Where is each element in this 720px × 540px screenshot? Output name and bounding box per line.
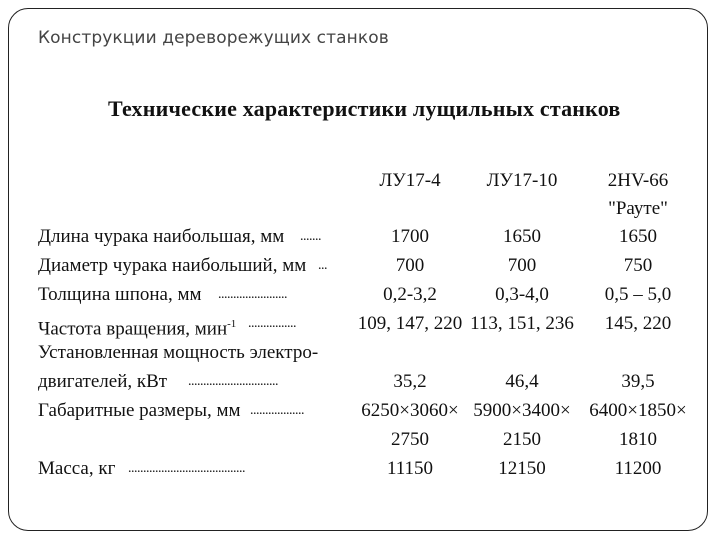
slide-header-title: Конструкции дереворежущих станков <box>38 28 389 48</box>
cell-value: 1700 <box>391 226 429 247</box>
cell-value: 1650 <box>503 226 541 247</box>
cell-value: 0,2-3,2 <box>383 284 437 305</box>
leader-dots: ....................................... <box>128 461 245 476</box>
cell-value: 113, 151, 236 <box>470 313 574 334</box>
row-label: Толщина шпона, мм <box>38 284 202 305</box>
cell-value: 46,4 <box>505 371 539 392</box>
row-label: Установленная мощность электро- <box>38 342 319 363</box>
row-label-text: Частота вращения, мин <box>38 318 228 340</box>
cell-value: 2750 <box>391 429 429 450</box>
cell-value: 11150 <box>386 458 434 479</box>
row-label: Длина чурака наибольшая, мм <box>38 226 285 247</box>
leader-dots: ....... <box>300 229 321 244</box>
row-label: Масса, кг <box>38 458 116 479</box>
column-header: ЛУ17-10 <box>486 170 558 191</box>
leader-dots: ....................... <box>218 287 287 302</box>
cell-value: 2150 <box>503 429 541 450</box>
cell-value: 750 <box>623 255 653 276</box>
cell-value: 5900×3400× <box>473 400 571 421</box>
cell-value: 12150 <box>498 458 546 479</box>
cell-value: 11200 <box>614 458 662 479</box>
cell-value: 1810 <box>619 429 657 450</box>
cell-value: 700 <box>507 255 537 276</box>
cell-value: 0,5 – 5,0 <box>604 284 672 305</box>
column-header-subtitle: "Рауте" <box>608 198 668 219</box>
leader-dots: .................. <box>250 403 304 418</box>
leader-dots: ................ <box>248 316 296 331</box>
cell-value: 6400×1850× <box>589 400 687 421</box>
cell-value: 1650 <box>619 226 657 247</box>
cell-value: 145, 220 <box>604 313 672 334</box>
column-header: ЛУ17-4 <box>379 170 441 191</box>
cell-value: 700 <box>395 255 425 276</box>
cell-value: 0,3-4,0 <box>495 284 549 305</box>
leader-dots: ... <box>318 258 327 273</box>
row-label: Диаметр чурака наибольший, мм <box>38 255 307 276</box>
row-label: Габаритные размеры, мм <box>38 400 241 421</box>
leader-dots: .............................. <box>188 374 278 389</box>
cell-value: 6250×3060× <box>361 400 459 421</box>
cell-value: 109, 147, 220 <box>357 313 463 334</box>
column-header: 2HV-66 <box>607 170 669 191</box>
document-title: Технические характеристики лущильных станков <box>108 96 621 121</box>
cell-value: 39,5 <box>621 371 655 392</box>
cell-value: 35,2 <box>393 371 427 392</box>
row-label-superscript: -1 <box>227 318 237 330</box>
row-label-line2: двигателей, кВт <box>38 371 168 392</box>
